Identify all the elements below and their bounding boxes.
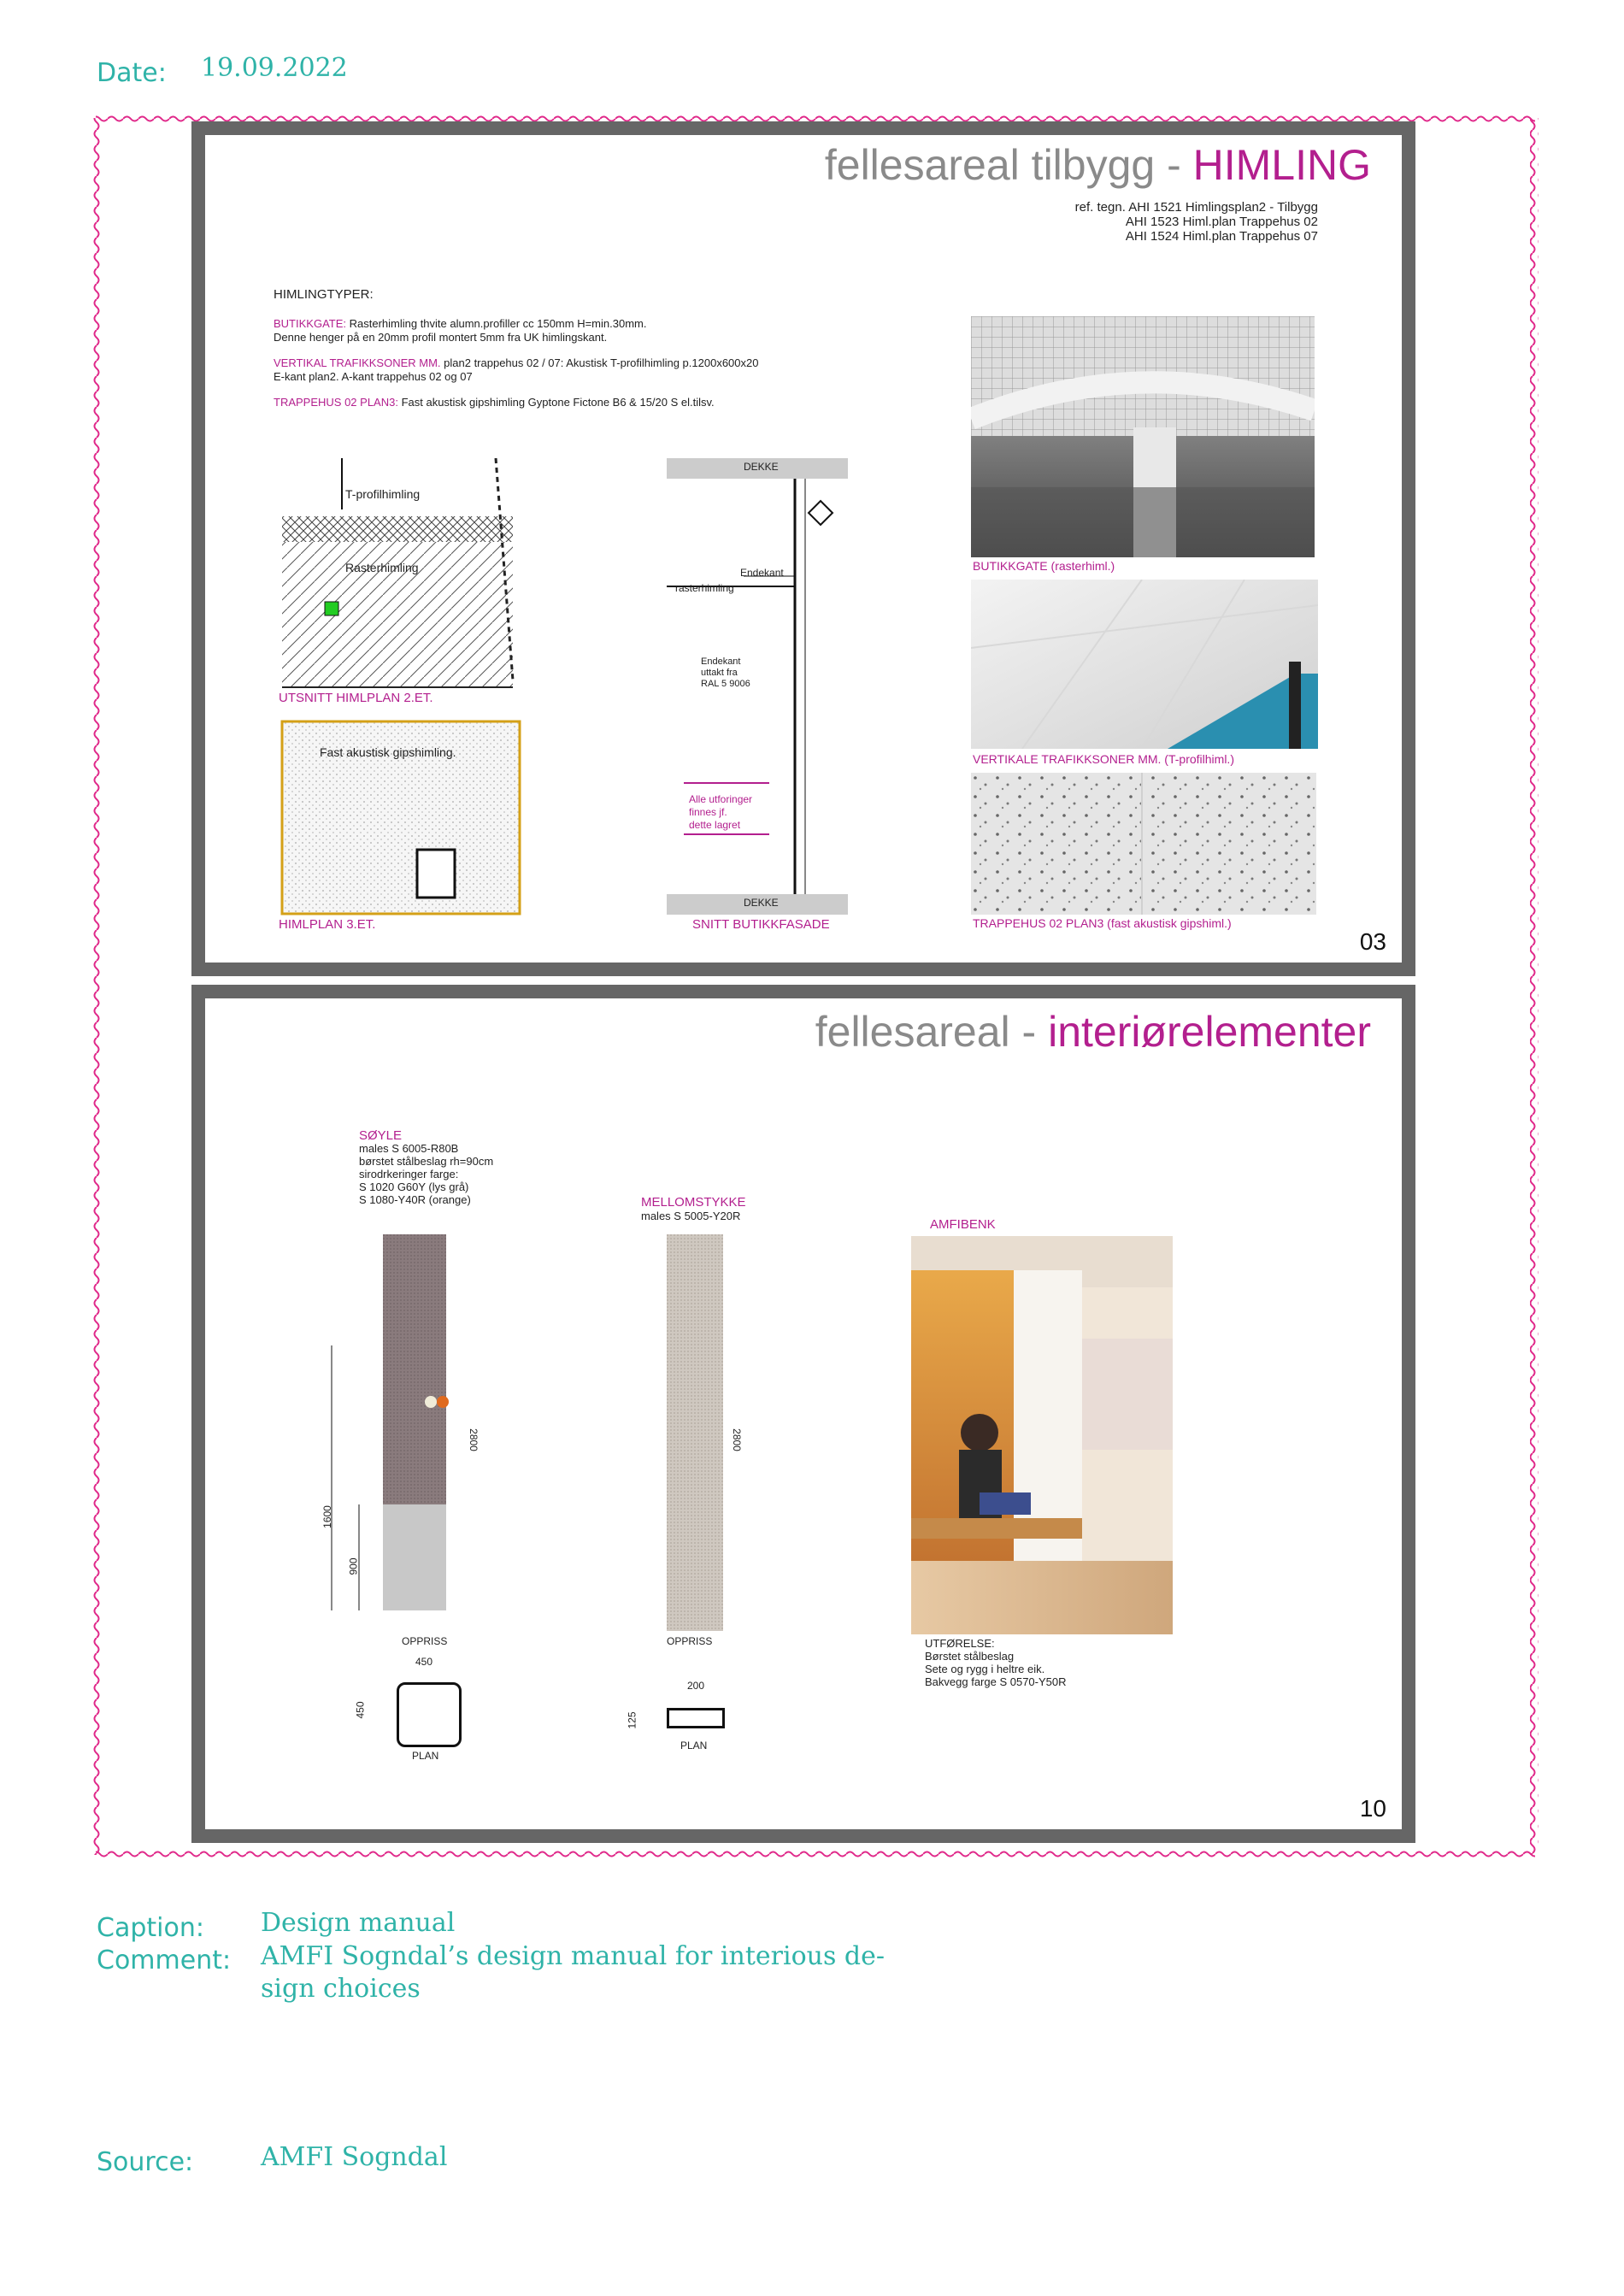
sheet2-title: fellesareal - interiørelementer <box>815 1008 1371 1056</box>
type1-line2: Denne henger på en 20mm profil montert 5mm fra UK himlingskant. <box>274 331 608 344</box>
wall-opp: OPPRISS <box>667 1635 713 1647</box>
wall-plan-label: PLAN <box>680 1740 708 1751</box>
caption-snitt: SNITT BUTIKKFASADE <box>692 917 830 932</box>
sheet-himling <box>191 121 1415 976</box>
sheet-interior <box>191 985 1415 1843</box>
wall-title: MELLOMSTYKKE <box>641 1195 746 1210</box>
caption-value: Design manual <box>261 1908 456 1938</box>
type3-line1: TRAPPEHUS 02 PLAN3: Fast akustisk gipshimling Gyptone Fictone B6 & 15/20 S el.tilsv. <box>274 396 715 409</box>
photo-amfibenk <box>911 1236 1173 1634</box>
sheet1-ref-3: AHI 1524 Himl.plan Trappehus 07 <box>1125 229 1318 244</box>
column-dim-total: 2800 <box>467 1428 480 1451</box>
column-opp: OPPRISS <box>402 1635 448 1647</box>
label-tprofil: T-profilhimling <box>345 487 421 501</box>
sheet1-title: fellesareal tilbygg - HIMLING <box>824 141 1371 189</box>
column-w: 450 <box>415 1656 433 1668</box>
comment-label: Comment: <box>97 1946 232 1975</box>
column-d: 450 <box>354 1701 367 1719</box>
bench-title: AMFIBENK <box>930 1217 996 1232</box>
section-drawing <box>667 458 855 920</box>
wall-spec: males S 5005-Y20R <box>641 1210 741 1222</box>
photo-trappehus <box>971 773 1316 915</box>
column-plan-label: PLAN <box>412 1750 439 1762</box>
section-rasterh: rasterhimling <box>675 582 734 594</box>
caption-utsnitt: UTSNITT HIMLPLAN 2.ET. <box>279 691 433 705</box>
column-title: SØYLE <box>359 1128 403 1143</box>
type1-line1: BUTIKKGATE: Rasterhimling thvite alumn.profiller cc 150mm H=min.30mm. <box>274 317 647 330</box>
sheet1-ref-1: ref. tegn. AHI 1521 Himlingsplan2 - Tilbygg <box>1074 200 1318 215</box>
type2-line2: E-kant plan2. A-kant trappehus 02 og 07 <box>274 370 473 383</box>
sheet1-page-number: 03 <box>1359 928 1386 955</box>
date-value: 19.09.2022 <box>201 53 348 83</box>
photo1-caption: BUTIKKGATE (rasterhiml.) <box>973 559 1115 573</box>
section-dekke-bot: DEKKE <box>744 897 779 909</box>
wall-d: 125 <box>626 1711 638 1729</box>
date-label: Date: <box>97 58 167 88</box>
section-endekant: Endekant <box>740 567 784 579</box>
bench-spec: Børstet stålbeslag Sete og rygg i heltre eik. Bakvegg farge S 0570-Y50R <box>925 1650 1067 1688</box>
column-dim-b: 900 <box>347 1557 360 1575</box>
types-heading: HIMLINGTYPER: <box>274 287 374 302</box>
wall-dim: 2800 <box>730 1428 743 1451</box>
photo-butikkgate <box>971 316 1315 557</box>
section-note2: Alle utforinger finnes jf. dette lagret <box>689 793 753 831</box>
caption-himlplan: HIMLPLAN 3.ET. <box>279 917 376 932</box>
column-dim-a: 1600 <box>321 1505 333 1528</box>
photo3-caption: TRAPPEHUS 02 PLAN3 (fast akustisk gipshiml.) <box>973 916 1232 930</box>
wall-elevation <box>667 1234 727 1640</box>
ceiling-plan-drawing <box>274 458 530 920</box>
source-label: Source: <box>97 2147 194 2177</box>
column-plan-shape <box>397 1682 462 1747</box>
comment-value: AMFI Sogndal’s design manual for interious de- sign choices <box>261 1941 885 2004</box>
photo2-caption: VERTIKALE TRAFIKKSONER MM. (T-profilhiml.) <box>973 752 1234 766</box>
section-notes: Endekant uttakt fra RAL 5 9006 <box>701 656 750 689</box>
type2-line1: VERTIKAL TRAFIKKSONER MM. plan2 trappehus 02 / 07: Akustisk T-profilhimling p.1200x600x20 <box>274 356 759 369</box>
caption-label: Caption: <box>97 1913 204 1943</box>
wall-w: 200 <box>687 1680 705 1692</box>
photo-trafikksoner <box>971 580 1318 749</box>
bench-spec-title: UTFØRELSE: <box>925 1637 995 1650</box>
column-spec: males S 6005-R80B børstet stålbeslag rh=90cm sirodrkeringer farge: S 1020 G60Y (lys grå) S 1080-Y40R (orange) <box>359 1142 494 1206</box>
column-elevation <box>308 1234 513 1610</box>
source-value: AMFI Sogndal <box>261 2142 448 2172</box>
wall-plan-shape <box>667 1708 725 1728</box>
sheet1-ref-2: AHI 1523 Himl.plan Trappehus 02 <box>1125 215 1318 229</box>
sheet2-page-number: 10 <box>1359 1795 1386 1822</box>
label-gips: Fast akustisk gipshimling. <box>320 745 456 759</box>
section-dekke-top: DEKKE <box>744 461 779 473</box>
label-raster: Rasterhimling <box>345 561 419 574</box>
